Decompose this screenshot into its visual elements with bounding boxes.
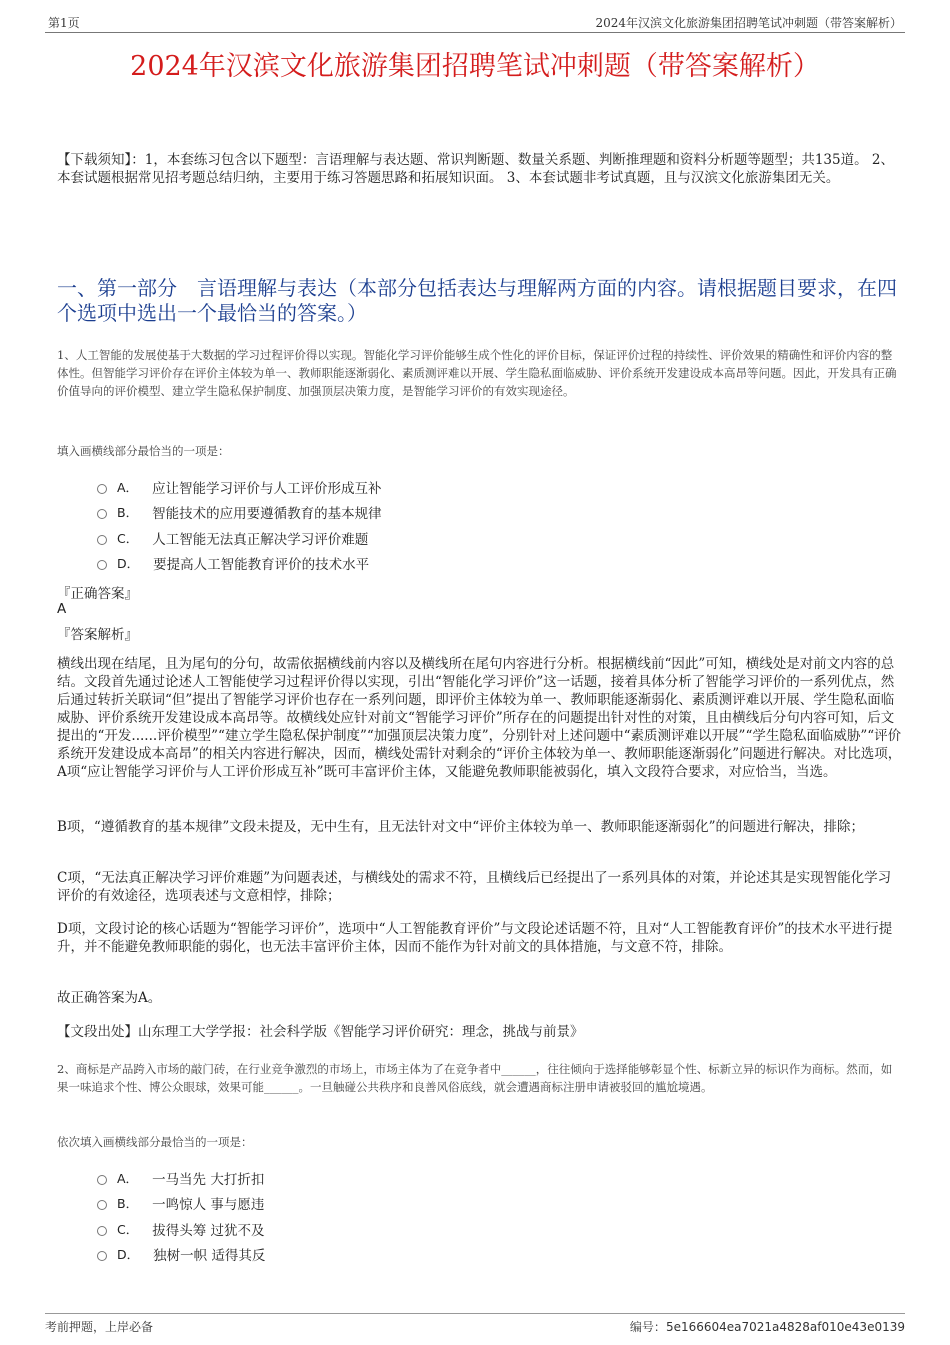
option-text: 独树一帜 适得其反	[153, 1248, 266, 1265]
radio-button[interactable]	[97, 509, 107, 519]
option-letter: C．	[117, 530, 139, 546]
option-letter: B．	[117, 1196, 139, 1212]
option-b[interactable]	[97, 1191, 900, 1217]
section-heading: 一、第一部分 言语理解与表达（本部分包括表达与理解两方面的内容。请根据题目要求，在四个选项中选出一个最恰当的答案。）	[57, 276, 897, 325]
question-1-stem: 1、人工智能的发展使基于大数据的学习过程评价得以实现。智能化学习评价能够生成个性化的评价目标，保证评价过程的持续性、评价效果的精确性和评价内容的整体性。但智能学习评价存在评价主体较为单一、教师职能逐渐弱化、素质测评难以开展、学生隐私面临威胁、评价系统开发建设成本高昂等问题。因此，开发具有正确价值导向的评价模型、建立学生隐私保护制度、加强顶层决策力度，是智能学习评价的有效实现途径。	[57, 348, 897, 398]
page-footer	[45, 1313, 905, 1336]
option-letter: D．	[117, 556, 140, 572]
option-text: 一鸣惊人 事与愿违	[152, 1197, 265, 1214]
serial-code: 5e166604ea7021a4828af010e43e0139	[665, 1320, 905, 1334]
option-text: 人工智能无法真正解决学习评价难题	[152, 531, 369, 548]
radio-button[interactable]	[97, 1251, 107, 1261]
question-2-stem: 2、商标是产品跨入市场的敲门砖，在行业竞争激烈的市场上，市场主体为了在竞争者中______，往往倾向于选择能够彰显个性、标新立异的标识作为商标。然而，如果一味追求个性、博公众眼球，效果可能______。一旦触碰公共秩序和良善风俗底线，就会遭遇商标注册申请被驳回的尴尬境遇。	[57, 1062, 893, 1094]
answer-label: 『正确答案』	[57, 586, 138, 602]
option-text: 一马当先 大打折扣	[152, 1171, 265, 1188]
option-letter: A．	[117, 479, 139, 495]
option-letter: B．	[117, 505, 139, 521]
footer-slogan: 考前押题，上岸必备	[45, 1320, 154, 1334]
question-2-prompt: 依次填入画横线部分最恰当的一项是：	[57, 1135, 253, 1149]
option-d[interactable]	[97, 551, 900, 577]
option-text: 要提高人工智能教育评价的技术水平	[153, 557, 370, 574]
option-c[interactable]	[97, 1216, 900, 1242]
option-letter: A．	[117, 1170, 139, 1186]
option-a[interactable]	[97, 474, 900, 500]
analysis-label: 『答案解析』	[57, 627, 138, 643]
option-b[interactable]	[97, 500, 900, 526]
option-text: 智能技术的应用要遵循教育的基本规律	[152, 506, 382, 523]
option-c[interactable]	[97, 525, 900, 551]
analysis-paragraph: B项，“遵循教育的基本规律”文段未提及，无中生有，且无法针对文中“评价主体较为单一、教师职能逐渐弱化”的问题进行解决，排除；	[57, 819, 865, 835]
download-notice: 【下载须知】：1，本套练习包含以下题型：言语理解与表达题、常识判断题、数量关系题、判断推理题和资料分析题等题型；共135道。 2、本套试题根据常见招考题总结归纳，主要用于练习答题思路和拓展知识面。 3、本套试题非考试真题，且与汉滨文化旅游集团无关。	[57, 152, 894, 186]
analysis-conclusion: 故正确答案为A。	[57, 990, 162, 1006]
option-letter: D．	[117, 1247, 140, 1263]
question-2-options	[97, 1165, 900, 1267]
page-title: 2024年汉滨文化旅游集团招聘笔试冲刺题（带答案解析）	[130, 51, 820, 82]
option-a[interactable]	[97, 1165, 900, 1191]
serial-label: 编号：	[629, 1320, 666, 1334]
radio-button[interactable]	[97, 1226, 107, 1236]
page-number: 第1页	[48, 16, 80, 30]
radio-button[interactable]	[97, 535, 107, 545]
source-citation: 【文段出处】山东理工大学学报：社会科学版《智能学习评价研究：理念，挑战与前景》	[57, 1024, 584, 1040]
option-letter: C．	[117, 1221, 139, 1237]
option-d[interactable]	[97, 1242, 900, 1268]
footer-serial	[630, 1318, 905, 1335]
page-header	[45, 10, 905, 33]
correct-answer: A	[57, 601, 67, 617]
header-doc-title: 2024年汉滨文化旅游集团招聘笔试冲刺题（带答案解析）	[595, 16, 902, 30]
question-1-prompt: 填入画横线部分最恰当的一项是：	[57, 444, 230, 458]
radio-button[interactable]	[97, 484, 107, 494]
option-text: 拔得头筹 过犹不及	[152, 1222, 265, 1239]
radio-button[interactable]	[97, 1175, 107, 1185]
analysis-paragraph: 横线出现在结尾，且为尾句的分句，故需依据横线前内容以及横线所在尾句内容进行分析。根据横线前“因此”可知，横线处是对前文内容的总结。文段首先通过论述人工智能使学习过程评价得以实现，引出“智能化学习评价”这一话题，接着具体分析了智能学习评价的一系列优点，然后通过转折关联词“但”提出了智能学习评价也存在一系列问题，即评价主体较为单一、教师职能逐渐弱化、素质测评难以开展、学生隐私面临威胁、评价系统开发建设成本高昂等。故横线处应针对前文“智能学习评价”所存在的问题提出针对性的对策，且由横线后分句内容可知，后文提出的“开发......评价模型”“建立学生隐私保护制度”“加强顶层决策力度”，分别针对上述问题中“素质测评难以开展”“学生隐私面临威胁”“评价系统开发建设成本高昂”的相关内容进行解决，因而，横线处需针对剩余的“评价主体较为单一、教师职能逐渐弱化”问题进行解决。对比选项，A项“应让智能学习评价与人工评价形成互补”既可丰富评价主体，又能避免教师职能被弱化，填入文段符合要求，对应恰当，当选。	[57, 656, 902, 780]
radio-button[interactable]	[97, 1200, 107, 1210]
radio-button[interactable]	[97, 560, 107, 570]
option-text: 应让智能学习评价与人工评价形成互补	[152, 480, 382, 497]
analysis-paragraph: D项，文段讨论的核心话题为“智能学习评价”，选项中“人工智能教育评价”与文段论述话题不符，且对“人工智能教育评价”的技术水平进行提升，并不能避免教师职能的弱化，也无法丰富评价主体，因而不能作为针对前文的具体措施，与文意不符，排除。	[57, 921, 893, 955]
question-1-options	[97, 474, 900, 576]
analysis-paragraph: C项，“无法真正解决学习评价难题”为问题表述，与横线处的需求不符，且横线后已经提出了一系列具体的对策，并论述其是实现智能化学习评价的有效途径，选项表述与文意相悖，排除；	[57, 870, 892, 904]
